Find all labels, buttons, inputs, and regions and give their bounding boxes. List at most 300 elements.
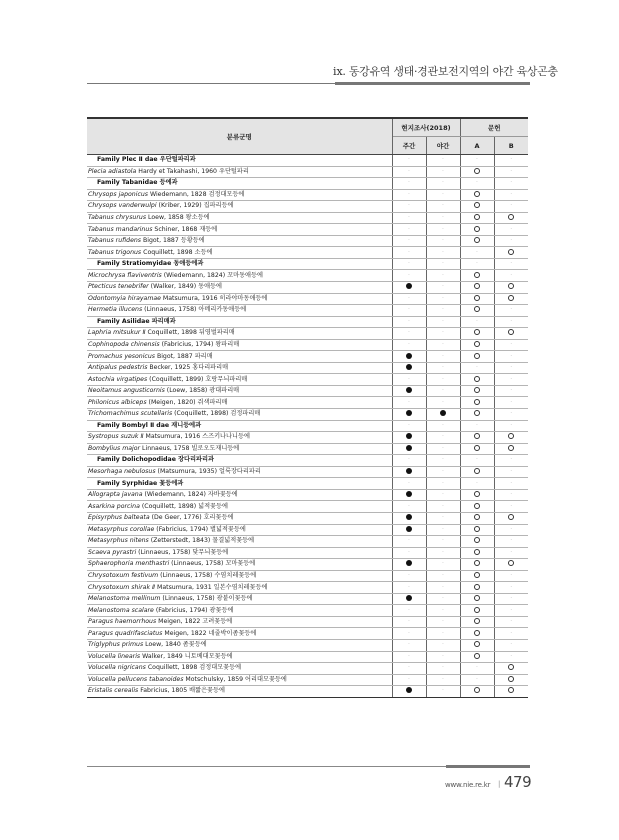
open-circle-icon (474, 687, 480, 693)
species-row (87, 674, 528, 686)
family-row (87, 178, 528, 190)
open-circle-icon (508, 676, 514, 682)
header-rule-accent (335, 82, 530, 85)
open-circle-icon (474, 410, 480, 416)
dot-placeholder: · (442, 675, 444, 683)
cell-a (460, 385, 494, 397)
filled-circle-icon (406, 387, 412, 393)
scientific-name: Scaeva pyrastri (88, 548, 137, 556)
cell-a (460, 351, 494, 363)
species-row (87, 397, 528, 409)
cell-a (460, 201, 494, 213)
filled-circle-icon (440, 410, 446, 416)
cell-night (426, 178, 460, 190)
scientific-name: Antipalus pedestris (88, 364, 148, 372)
open-circle-icon (474, 387, 480, 393)
family-name: Family Stratiomyidae 동애등에과 (97, 260, 204, 268)
author-and-korean-name: Meigen, 1822 네줄박이좀꽃등에 (162, 629, 257, 637)
cell-b (494, 570, 528, 582)
column-header-night: 야간 (426, 137, 460, 155)
species-row (87, 270, 528, 282)
cell-night (426, 258, 460, 270)
cell-a (460, 478, 494, 490)
species-row (87, 409, 528, 421)
dot-placeholder: · (408, 606, 410, 614)
cell-day (392, 616, 426, 628)
cell-b (494, 374, 528, 386)
taxon-name (87, 420, 392, 432)
dot-placeholder: · (408, 225, 410, 233)
cell-a (460, 628, 494, 640)
cell-night (426, 316, 460, 328)
cell-night (426, 212, 460, 224)
dot-placeholder: · (476, 364, 478, 372)
dot-placeholder: · (442, 341, 444, 349)
open-circle-icon (474, 191, 480, 197)
table-header-row (87, 118, 528, 137)
author-and-korean-name: (Coquillett, 1898) 넓적꽃등에 (139, 502, 228, 510)
cell-a (460, 432, 494, 444)
dot-placeholder: · (510, 260, 513, 268)
species-row (87, 189, 528, 201)
cell-a (460, 305, 494, 317)
open-circle-icon (474, 595, 480, 601)
page-number: 479 (504, 773, 532, 791)
open-circle-icon (474, 237, 480, 243)
cell-a (460, 189, 494, 201)
cell-day (392, 455, 426, 467)
dot-placeholder: · (408, 237, 410, 245)
cell-night (426, 247, 460, 259)
cell-day (392, 501, 426, 513)
author-and-korean-name: Bigot, 1887 파리매 (154, 352, 213, 360)
table-body (87, 155, 528, 698)
dot-placeholder: · (510, 387, 513, 395)
cell-b (494, 270, 528, 282)
cell-b (494, 362, 528, 374)
cell-a (460, 155, 494, 167)
cell-day (392, 397, 426, 409)
cell-b (494, 455, 528, 467)
cell-night (426, 593, 460, 605)
taxon-name (87, 166, 392, 178)
species-row (87, 201, 528, 213)
scientific-name: Eristalis cerealis (88, 687, 139, 695)
cell-day (392, 258, 426, 270)
taxon-name (87, 455, 392, 467)
dot-placeholder: · (408, 641, 410, 649)
cell-night (426, 189, 460, 201)
cell-a (460, 512, 494, 524)
footer-separator: | (498, 780, 501, 788)
cell-night (426, 362, 460, 374)
cell-a (460, 570, 494, 582)
cell-night (426, 155, 460, 167)
dot-placeholder: · (442, 179, 444, 187)
cell-night (426, 385, 460, 397)
species-row (87, 282, 528, 294)
scientific-name: Volucella linearis (88, 652, 141, 660)
cell-night (426, 547, 460, 559)
dot-placeholder: · (442, 525, 444, 533)
species-row (87, 559, 528, 571)
cell-b (494, 639, 528, 651)
cell-b (494, 258, 528, 270)
cell-a (460, 282, 494, 294)
species-row (87, 639, 528, 651)
cell-day (392, 663, 426, 675)
taxon-name (87, 639, 392, 651)
dot-placeholder: · (408, 479, 410, 487)
cell-b (494, 212, 528, 224)
open-circle-icon (474, 226, 480, 232)
taxon-name (87, 235, 392, 247)
cell-a (460, 316, 494, 328)
cell-night (426, 536, 460, 548)
author-and-korean-name: (Linnaeus, 1758) 꼬마꽃등에 (169, 560, 256, 568)
taxon-name (87, 628, 392, 640)
dot-placeholder: · (476, 664, 478, 672)
scientific-name: Triglyphus primus (88, 641, 144, 649)
dot-placeholder: · (442, 190, 444, 198)
taxon-name (87, 686, 392, 698)
dot-placeholder: · (408, 202, 410, 210)
filled-circle-icon (406, 514, 412, 520)
cell-a (460, 420, 494, 432)
cell-b (494, 593, 528, 605)
author-and-korean-name: Coquillett, 1898 뒤영벌파리매 (145, 329, 235, 337)
cell-a (460, 674, 494, 686)
species-row (87, 166, 528, 178)
open-circle-icon (474, 168, 480, 174)
open-circle-icon (474, 653, 480, 659)
dot-placeholder: · (442, 202, 444, 210)
open-circle-icon (474, 353, 480, 359)
author-and-korean-name: Matsumura, 1916 스즈키나나니등에 (143, 433, 250, 441)
dot-placeholder: · (476, 156, 478, 164)
cell-a (460, 235, 494, 247)
scientific-name: Asarkina porcina (88, 502, 140, 510)
cell-a (460, 651, 494, 663)
dot-placeholder: · (510, 341, 513, 349)
open-circle-icon (474, 283, 480, 289)
author-and-korean-name: Meigen, 1822 고려꽃등에 (156, 618, 233, 626)
cell-day (392, 247, 426, 259)
species-row (87, 374, 528, 386)
cell-day (392, 201, 426, 213)
cell-a (460, 663, 494, 675)
dot-placeholder: · (408, 214, 410, 221)
cell-day (392, 524, 426, 536)
cell-b (494, 397, 528, 409)
open-circle-icon (508, 445, 514, 451)
taxon-name (87, 258, 392, 270)
taxon-name (87, 293, 392, 305)
dot-placeholder: · (510, 317, 513, 325)
dot-placeholder: · (408, 179, 410, 187)
species-row (87, 582, 528, 594)
open-circle-icon (474, 468, 480, 474)
open-circle-icon (508, 283, 514, 289)
cell-b (494, 489, 528, 501)
cell-b (494, 547, 528, 559)
dot-placeholder: · (408, 652, 410, 660)
dot-placeholder: · (408, 317, 410, 325)
dot-placeholder: · (408, 456, 410, 464)
filled-circle-icon (406, 526, 412, 532)
family-name: Family Tabanidae 등에과 (97, 179, 178, 187)
species-row (87, 235, 528, 247)
species-row (87, 501, 528, 513)
cell-night (426, 339, 460, 351)
species-row (87, 686, 528, 698)
dot-placeholder: · (408, 502, 410, 510)
open-circle-icon (474, 526, 480, 532)
dot-placeholder: · (510, 364, 513, 372)
dot-placeholder: · (442, 491, 444, 499)
taxon-name (87, 409, 392, 421)
author-and-korean-name: Walker, 1849 니토베대모꽃등에 (140, 652, 233, 660)
species-row (87, 339, 528, 351)
cell-b (494, 466, 528, 478)
filled-circle-icon (406, 353, 412, 359)
dot-placeholder: · (442, 433, 444, 441)
author-and-korean-name: (Wiedemann, 1824) 꼬마동애등에 (161, 271, 263, 279)
cell-b (494, 235, 528, 247)
dot-placeholder: · (510, 491, 513, 499)
cell-night (426, 166, 460, 178)
taxon-name (87, 536, 392, 548)
open-circle-icon (474, 641, 480, 647)
dot-placeholder: · (442, 214, 444, 221)
dot-placeholder: · (408, 248, 410, 256)
cell-day (392, 674, 426, 686)
filled-circle-icon (406, 560, 412, 566)
family-row (87, 258, 528, 270)
open-circle-icon (474, 376, 480, 382)
species-row (87, 466, 528, 478)
cell-night (426, 455, 460, 467)
cell-day (392, 362, 426, 374)
dot-placeholder: · (408, 260, 410, 268)
dot-placeholder: · (442, 156, 444, 164)
dot-placeholder: · (510, 595, 513, 603)
species-row (87, 362, 528, 374)
open-circle-icon (508, 687, 514, 693)
footer-url: www.nie.re.kr (445, 781, 491, 789)
cell-day (392, 351, 426, 363)
cell-night (426, 282, 460, 294)
scientific-name: Chrysops japonicus (88, 190, 148, 198)
dot-placeholder: · (442, 514, 444, 522)
taxon-name (87, 489, 392, 501)
cell-night (426, 201, 460, 213)
dot-placeholder: · (442, 537, 444, 545)
taxon-name (87, 616, 392, 628)
author-and-korean-name: Matsumura, 1931 일본수염치레꽃등에 (155, 583, 268, 591)
author-and-korean-name: (Walker, 1849) 동애등에 (148, 283, 223, 291)
species-row (87, 489, 528, 501)
open-circle-icon (508, 560, 514, 566)
author-and-korean-name: (De Geer, 1776) 호리꽃등에 (149, 514, 234, 522)
cell-a (460, 212, 494, 224)
dot-placeholder: · (442, 583, 444, 591)
cell-day (392, 512, 426, 524)
scientific-name: Paragus quadrifasciatus (88, 629, 163, 637)
family-row (87, 478, 528, 490)
scientific-name: Chrysotoxum festivum (88, 571, 159, 579)
species-row (87, 293, 528, 305)
dot-placeholder: · (510, 202, 513, 210)
taxon-name (87, 201, 392, 213)
cell-a (460, 582, 494, 594)
scientific-name: Cophinopoda chinensis (88, 341, 160, 349)
taxon-name (87, 570, 392, 582)
cell-night (426, 224, 460, 236)
cell-day (392, 639, 426, 651)
dot-placeholder: · (408, 548, 410, 556)
cell-night (426, 420, 460, 432)
taxon-name (87, 316, 392, 328)
cell-a (460, 178, 494, 190)
taxon-name (87, 663, 392, 675)
cell-b (494, 512, 528, 524)
cell-day (392, 489, 426, 501)
cell-a (460, 466, 494, 478)
open-circle-icon (474, 537, 480, 543)
dot-placeholder: · (408, 167, 410, 175)
dot-placeholder: · (442, 629, 444, 637)
open-circle-icon (508, 329, 514, 335)
cell-night (426, 663, 460, 675)
dot-placeholder: · (442, 652, 444, 660)
open-circle-icon (474, 433, 480, 439)
dot-placeholder: · (408, 329, 410, 337)
species-row (87, 512, 528, 524)
species-table (87, 117, 528, 698)
cell-b (494, 559, 528, 571)
scientific-name: Plecia adiastola (88, 167, 137, 175)
cell-a (460, 489, 494, 501)
author-and-korean-name: (Linnaeus, 1758) 닻무늬꽃등에 (136, 548, 229, 556)
dot-placeholder: · (510, 641, 513, 649)
dot-placeholder: · (442, 548, 444, 556)
cell-night (426, 605, 460, 617)
cell-day (392, 235, 426, 247)
dot-placeholder: · (510, 375, 513, 383)
cell-day (392, 328, 426, 340)
taxon-name (87, 212, 392, 224)
cell-b (494, 616, 528, 628)
species-row (87, 605, 528, 617)
cell-b (494, 674, 528, 686)
cell-b (494, 201, 528, 213)
dot-placeholder: · (442, 271, 444, 279)
cell-day (392, 270, 426, 282)
author-and-korean-name: (Linnaeus, 1758) 아메리카동애등에 (142, 306, 247, 314)
cell-a (460, 501, 494, 513)
author-and-korean-name: (Loew, 1858) 광대파리매 (164, 387, 240, 395)
dot-placeholder: · (408, 156, 410, 164)
scientific-name: Tabanus mandarinus (88, 225, 153, 233)
scientific-name: Metasyrphus nitens (88, 537, 149, 545)
taxon-name (87, 547, 392, 559)
dot-placeholder: · (408, 306, 410, 314)
species-row (87, 305, 528, 317)
cell-b (494, 409, 528, 421)
taxon-name (87, 605, 392, 617)
cell-day (392, 593, 426, 605)
dot-placeholder: · (408, 421, 410, 429)
open-circle-icon (474, 514, 480, 520)
dot-placeholder: · (476, 675, 478, 683)
dot-placeholder: · (442, 248, 444, 256)
author-and-korean-name: (Linnaeus, 1758) 수염치레꽃등에 (158, 571, 257, 579)
dot-placeholder: · (408, 190, 410, 198)
cell-day (392, 536, 426, 548)
open-circle-icon (474, 572, 480, 578)
dot-placeholder: · (442, 560, 444, 568)
cell-b (494, 293, 528, 305)
species-row (87, 443, 528, 455)
dot-placeholder: · (408, 664, 410, 672)
cell-a (460, 224, 494, 236)
author-and-korean-name: Bigot, 1887 등황등에 (141, 237, 205, 245)
cell-a (460, 639, 494, 651)
scientific-name: Episyrphus balteata (88, 514, 150, 522)
species-row (87, 663, 528, 675)
author-and-korean-name: Motschulsky, 1859 어리대모꽃등에 (183, 675, 287, 683)
species-row (87, 212, 528, 224)
author-and-korean-name: Fabricius, 1805 배짧은꽃등에 (138, 687, 225, 695)
author-and-korean-name: Schiner, 1868 재등에 (152, 225, 218, 233)
filled-circle-icon (406, 433, 412, 439)
cell-day (392, 385, 426, 397)
cell-day (392, 686, 426, 698)
scientific-name: Bombylius major (88, 444, 141, 452)
cell-b (494, 155, 528, 167)
author-and-korean-name: Hardy et Takahashi, 1960 우단털파리 (136, 167, 249, 175)
cell-b (494, 166, 528, 178)
family-row (87, 455, 528, 467)
cell-a (460, 270, 494, 282)
dot-placeholder: · (442, 468, 444, 476)
cell-night (426, 374, 460, 386)
taxon-name (87, 501, 392, 513)
taxon-name (87, 305, 392, 317)
dot-placeholder: · (476, 479, 478, 487)
author-and-korean-name: (Fabricius, 1794) 왕파리매 (159, 341, 240, 349)
cell-day (392, 651, 426, 663)
dot-placeholder: · (442, 306, 444, 314)
dot-placeholder: · (476, 421, 478, 429)
author-and-korean-name: (Wiedemann, 1824) 자바꽃등에 (142, 491, 238, 499)
cell-day (392, 409, 426, 421)
dot-placeholder: · (476, 456, 478, 464)
taxon-name (87, 582, 392, 594)
family-name: Family Asilidae 파리매과 (97, 317, 176, 325)
open-circle-icon (474, 560, 480, 566)
dot-placeholder: · (442, 571, 444, 579)
dot-placeholder: · (510, 190, 513, 198)
taxon-name (87, 432, 392, 444)
family-row (87, 316, 528, 328)
taxon-name (87, 155, 392, 167)
dot-placeholder: · (442, 687, 444, 695)
author-and-korean-name: (Zetterstedt, 1843) 물결넓적꽃등에 (148, 537, 255, 545)
dot-placeholder: · (510, 398, 513, 406)
cell-day (392, 420, 426, 432)
